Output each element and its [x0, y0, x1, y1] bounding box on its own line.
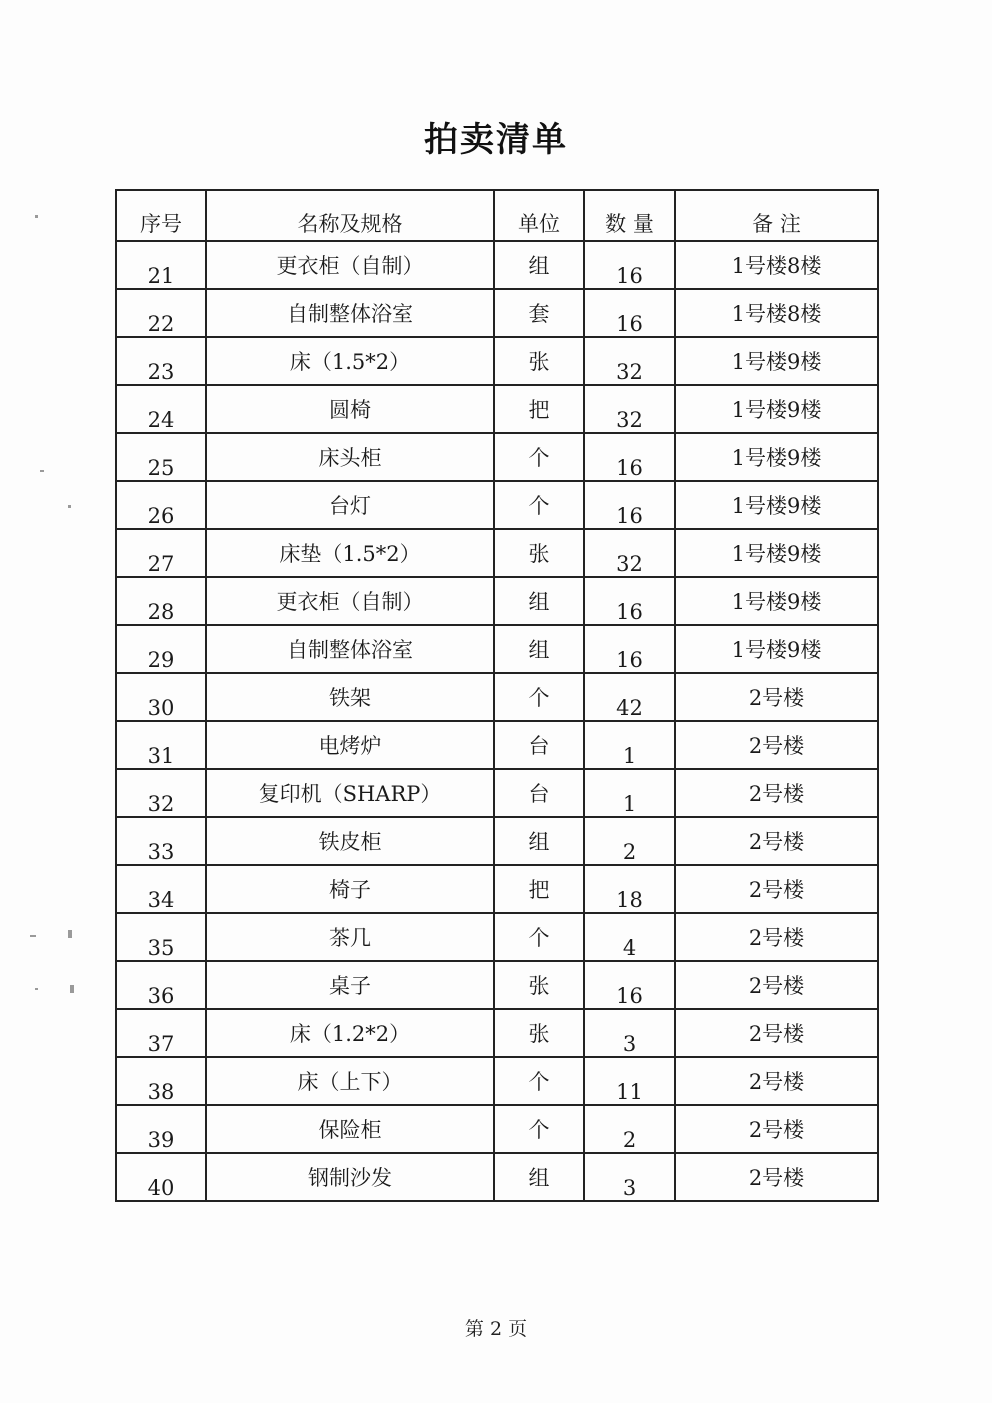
cell-quantity: 32 [584, 337, 675, 385]
cell-unit: 张 [494, 1009, 584, 1057]
scan-mark [68, 930, 72, 938]
cell-unit: 张 [494, 337, 584, 385]
cell-remarks: 1号楼9楼 [675, 337, 878, 385]
cell-seq: 27 [116, 529, 206, 577]
cell-quantity: 16 [584, 577, 675, 625]
cell-remarks: 2号楼 [675, 721, 878, 769]
cell-remarks: 2号楼 [675, 673, 878, 721]
cell-seq: 21 [116, 241, 206, 289]
cell-quantity: 32 [584, 385, 675, 433]
table-row [116, 625, 878, 673]
cell-unit: 组 [494, 625, 584, 673]
header-unit: 单位 [494, 190, 584, 241]
scan-mark [40, 470, 44, 472]
cell-seq: 22 [116, 289, 206, 337]
cell-seq: 23 [116, 337, 206, 385]
table-row [116, 1153, 878, 1201]
cell-remarks: 2号楼 [675, 961, 878, 1009]
cell-name-spec: 床头柜 [206, 433, 494, 481]
cell-quantity: 42 [584, 673, 675, 721]
cell-quantity: 18 [584, 865, 675, 913]
cell-quantity: 1 [584, 721, 675, 769]
cell-remarks: 1号楼9楼 [675, 481, 878, 529]
cell-name-spec: 床垫（1.5*2） [206, 529, 494, 577]
cell-unit: 台 [494, 769, 584, 817]
cell-unit: 组 [494, 817, 584, 865]
cell-seq: 36 [116, 961, 206, 1009]
cell-seq: 25 [116, 433, 206, 481]
cell-seq: 26 [116, 481, 206, 529]
cell-quantity: 3 [584, 1153, 675, 1201]
cell-seq: 35 [116, 913, 206, 961]
cell-name-spec: 床（上下） [206, 1057, 494, 1105]
table-row [116, 577, 878, 625]
scan-mark [35, 215, 38, 218]
cell-seq: 39 [116, 1105, 206, 1153]
cell-seq: 30 [116, 673, 206, 721]
cell-seq: 33 [116, 817, 206, 865]
table-row [116, 721, 878, 769]
auction-list-table [115, 189, 879, 1202]
cell-remarks: 2号楼 [675, 913, 878, 961]
cell-quantity: 16 [584, 289, 675, 337]
cell-unit: 个 [494, 481, 584, 529]
cell-remarks: 2号楼 [675, 1009, 878, 1057]
cell-name-spec: 桌子 [206, 961, 494, 1009]
table-row [116, 817, 878, 865]
cell-remarks: 2号楼 [675, 1153, 878, 1201]
table-row [116, 289, 878, 337]
table-row [116, 529, 878, 577]
cell-name-spec: 茶几 [206, 913, 494, 961]
table-row [116, 769, 878, 817]
cell-unit: 把 [494, 865, 584, 913]
cell-unit: 个 [494, 673, 584, 721]
cell-name-spec: 钢制沙发 [206, 1153, 494, 1201]
table-row [116, 673, 878, 721]
cell-remarks: 1号楼9楼 [675, 529, 878, 577]
cell-remarks: 2号楼 [675, 1105, 878, 1153]
cell-name-spec: 自制整体浴室 [206, 289, 494, 337]
cell-seq: 38 [116, 1057, 206, 1105]
cell-seq: 24 [116, 385, 206, 433]
cell-unit: 台 [494, 721, 584, 769]
table-row [116, 961, 878, 1009]
cell-quantity: 3 [584, 1009, 675, 1057]
cell-quantity: 16 [584, 625, 675, 673]
table-header-row [116, 190, 878, 241]
table-row [116, 481, 878, 529]
cell-name-spec: 复印机（SHARP） [206, 769, 494, 817]
table-row [116, 913, 878, 961]
cell-unit: 张 [494, 961, 584, 1009]
cell-quantity: 2 [584, 1105, 675, 1153]
cell-quantity: 11 [584, 1057, 675, 1105]
cell-unit: 把 [494, 385, 584, 433]
cell-quantity: 16 [584, 961, 675, 1009]
cell-seq: 29 [116, 625, 206, 673]
table-row [116, 1105, 878, 1153]
table-row [116, 241, 878, 289]
cell-remarks: 2号楼 [675, 1057, 878, 1105]
cell-seq: 34 [116, 865, 206, 913]
cell-name-spec: 保险柜 [206, 1105, 494, 1153]
scan-mark [30, 935, 36, 937]
table-row [116, 385, 878, 433]
page-number: 第 2 页 [464, 1318, 528, 1340]
cell-seq: 32 [116, 769, 206, 817]
cell-name-spec: 更衣柜（自制） [206, 577, 494, 625]
cell-name-spec: 床（1.5*2） [206, 337, 494, 385]
cell-name-spec: 台灯 [206, 481, 494, 529]
cell-quantity: 16 [584, 433, 675, 481]
cell-name-spec: 椅子 [206, 865, 494, 913]
table-row [116, 865, 878, 913]
cell-remarks: 1号楼8楼 [675, 289, 878, 337]
cell-name-spec: 电烤炉 [206, 721, 494, 769]
header-name-spec: 名称及规格 [206, 190, 494, 241]
document-title: 拍卖清单 [424, 120, 568, 160]
cell-unit: 组 [494, 577, 584, 625]
table-row [116, 337, 878, 385]
cell-remarks: 2号楼 [675, 865, 878, 913]
cell-unit: 个 [494, 433, 584, 481]
header-seq: 序号 [116, 190, 206, 241]
cell-quantity: 1 [584, 769, 675, 817]
scan-mark [35, 988, 38, 990]
cell-seq: 40 [116, 1153, 206, 1201]
scan-mark [70, 985, 74, 993]
cell-quantity: 32 [584, 529, 675, 577]
cell-name-spec: 铁架 [206, 673, 494, 721]
cell-seq: 28 [116, 577, 206, 625]
cell-remarks: 1号楼9楼 [675, 385, 878, 433]
cell-unit: 组 [494, 241, 584, 289]
cell-unit: 组 [494, 1153, 584, 1201]
cell-quantity: 16 [584, 241, 675, 289]
cell-seq: 37 [116, 1009, 206, 1057]
table-row [116, 1057, 878, 1105]
cell-remarks: 1号楼9楼 [675, 625, 878, 673]
cell-unit: 个 [494, 1105, 584, 1153]
header-quantity: 数 量 [584, 190, 675, 241]
table-row [116, 433, 878, 481]
cell-unit: 个 [494, 1057, 584, 1105]
cell-remarks: 1号楼9楼 [675, 577, 878, 625]
cell-remarks: 1号楼8楼 [675, 241, 878, 289]
cell-seq: 31 [116, 721, 206, 769]
cell-remarks: 2号楼 [675, 817, 878, 865]
scan-mark [68, 505, 71, 508]
cell-unit: 套 [494, 289, 584, 337]
cell-unit: 个 [494, 913, 584, 961]
header-remarks: 备 注 [675, 190, 878, 241]
cell-name-spec: 圆椅 [206, 385, 494, 433]
cell-quantity: 2 [584, 817, 675, 865]
cell-name-spec: 更衣柜（自制） [206, 241, 494, 289]
cell-name-spec: 自制整体浴室 [206, 625, 494, 673]
cell-name-spec: 铁皮柜 [206, 817, 494, 865]
cell-unit: 张 [494, 529, 584, 577]
table-row [116, 1009, 878, 1057]
cell-name-spec: 床（1.2*2） [206, 1009, 494, 1057]
cell-quantity: 16 [584, 481, 675, 529]
cell-quantity: 4 [584, 913, 675, 961]
cell-remarks: 1号楼9楼 [675, 433, 878, 481]
cell-remarks: 2号楼 [675, 769, 878, 817]
